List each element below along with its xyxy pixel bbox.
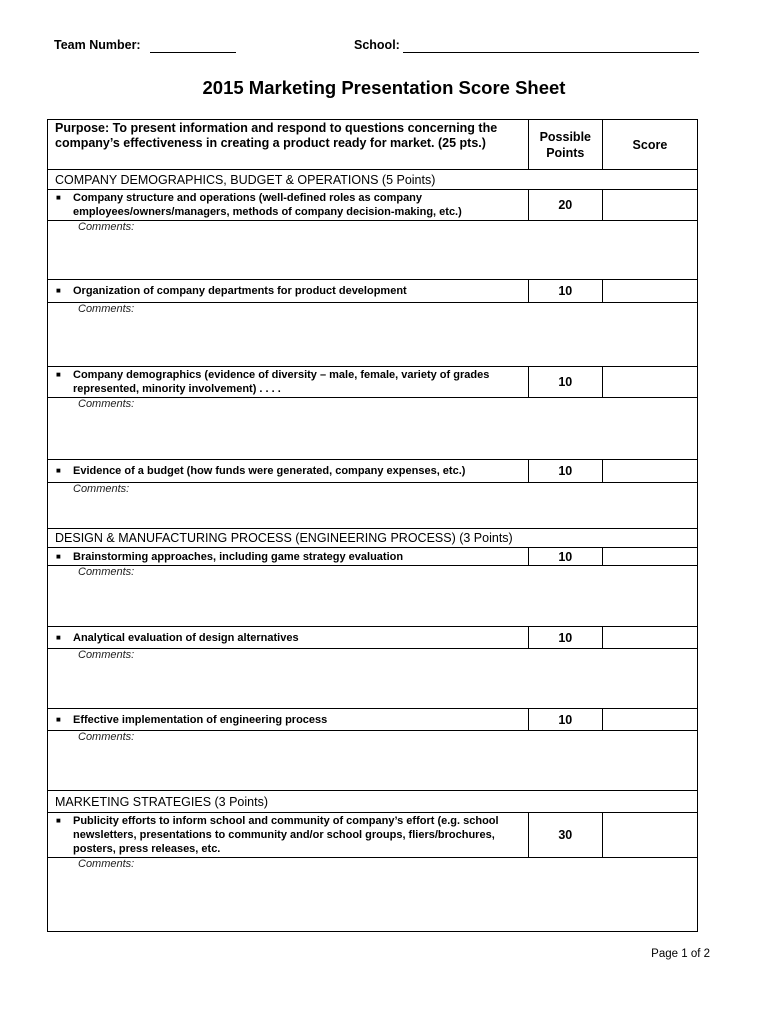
comments-row — [48, 221, 698, 280]
comments-label: Comments: — [78, 858, 135, 870]
section-title: MARKETING STRATEGIES (3 Points) — [48, 791, 698, 813]
possible-points: 20 — [528, 190, 602, 221]
comments-label: Comments: — [78, 566, 135, 578]
comments-row — [48, 566, 698, 627]
possible-points: 10 — [528, 280, 602, 303]
comments-area[interactable] — [48, 398, 698, 460]
team-number-blank[interactable] — [150, 52, 236, 53]
criterion-text: Publicity efforts to inform school and community of company’s effort (e.g. school newsletters, presentations to community and/or school groups, fliers/brochures, posters, press releases, etc. — [73, 815, 499, 855]
comments-row — [48, 483, 698, 529]
bullet-icon: ■ — [56, 286, 61, 295]
bullet-icon: ■ — [56, 466, 61, 475]
criterion-text: Company demographics (evidence of diversity – male, female, variety of grades represented, minority involvement) . . . . — [73, 369, 490, 395]
comments-area[interactable] — [48, 483, 698, 529]
comments-label: Comments: — [78, 649, 135, 661]
comments-row — [48, 398, 698, 460]
bullet-icon: ■ — [56, 816, 61, 825]
team-number-label: Team Number: — [54, 38, 141, 52]
table-header-row — [48, 120, 698, 170]
score-table — [47, 119, 698, 932]
section-row — [48, 529, 698, 548]
comments-row — [48, 649, 698, 709]
criterion-description — [48, 367, 529, 398]
comments-label: Comments: — [78, 303, 135, 315]
bullet-icon: ■ — [56, 632, 61, 642]
bullet-icon: ■ — [56, 193, 61, 202]
possible-points: 30 — [528, 813, 602, 858]
section-row — [48, 791, 698, 813]
comments-area[interactable] — [48, 303, 698, 367]
comments-area[interactable] — [48, 566, 698, 627]
comments-label: Comments: — [73, 483, 130, 495]
comments-label: Comments: — [78, 731, 135, 743]
score-cell[interactable] — [602, 280, 697, 303]
criterion-description — [48, 460, 529, 483]
possible-points: 10 — [528, 627, 602, 649]
purpose-statement: Purpose: To present information and respond to questions concerning the company’s effectiveness in creating a product ready for market. (25 pts.) — [48, 120, 529, 170]
criterion-text: Analytical evaluation of design alternatives — [73, 631, 299, 644]
comments-area[interactable] — [48, 649, 698, 709]
comments-row — [48, 858, 698, 932]
criterion-text: Evidence of a budget (how funds were generated, company expenses, etc.) — [73, 465, 466, 477]
comments-label: Comments: — [78, 221, 135, 233]
criterion-description — [48, 280, 529, 303]
score-cell[interactable] — [602, 813, 697, 858]
bullet-icon: ■ — [56, 714, 61, 724]
comments-row — [48, 731, 698, 791]
criterion-description — [48, 548, 529, 566]
score-cell[interactable] — [602, 548, 697, 566]
criterion-text: Company structure and operations (well-defined roles as company employees/owners/managers, methods of company decision-making, etc.) — [73, 192, 462, 218]
criterion-row — [48, 813, 698, 858]
comments-area[interactable] — [48, 221, 698, 280]
criterion-row — [48, 280, 698, 303]
school-blank[interactable] — [403, 52, 699, 53]
section-row — [48, 170, 698, 190]
criterion-description — [48, 190, 529, 221]
page-title: 2015 Marketing Presentation Score Sheet — [202, 77, 566, 98]
criterion-text: Effective implementation of engineering process — [73, 713, 328, 726]
header-line — [54, 38, 702, 56]
possible-points: 10 — [528, 709, 602, 731]
section-title: DESIGN & MANUFACTURING PROCESS (ENGINEERING PROCESS) (3 Points) — [48, 529, 698, 548]
criterion-row — [48, 190, 698, 221]
score-cell[interactable] — [602, 460, 697, 483]
score-cell[interactable] — [602, 190, 697, 221]
criterion-row — [48, 548, 698, 566]
possible-points-header: Possible Points — [528, 120, 602, 170]
comments-row — [48, 303, 698, 367]
score-cell[interactable] — [602, 709, 697, 731]
criterion-text: Organization of company departments for product development — [73, 285, 407, 297]
criterion-row — [48, 627, 698, 649]
possible-points: 10 — [528, 548, 602, 566]
criterion-row — [48, 460, 698, 483]
page-number: Page 1 of 2 — [651, 948, 710, 960]
score-header: Score — [602, 120, 697, 170]
section-title: COMPANY DEMOGRAPHICS, BUDGET & OPERATIONS (5 Points) — [48, 170, 698, 190]
comments-area[interactable] — [48, 731, 698, 791]
score-cell[interactable] — [602, 627, 697, 649]
criterion-description — [48, 627, 529, 649]
comments-label: Comments: — [78, 398, 135, 410]
criterion-row — [48, 709, 698, 731]
score-cell[interactable] — [602, 367, 697, 398]
criterion-row — [48, 367, 698, 398]
criterion-description — [48, 813, 529, 858]
possible-points: 10 — [528, 460, 602, 483]
possible-points: 10 — [528, 367, 602, 398]
bullet-icon: ■ — [56, 551, 61, 561]
criterion-text: Brainstorming approaches, including game strategy evaluation — [73, 550, 404, 563]
school-label: School: — [354, 38, 400, 52]
comments-area[interactable] — [48, 858, 698, 932]
bullet-icon: ■ — [56, 370, 61, 379]
criterion-description — [48, 709, 529, 731]
